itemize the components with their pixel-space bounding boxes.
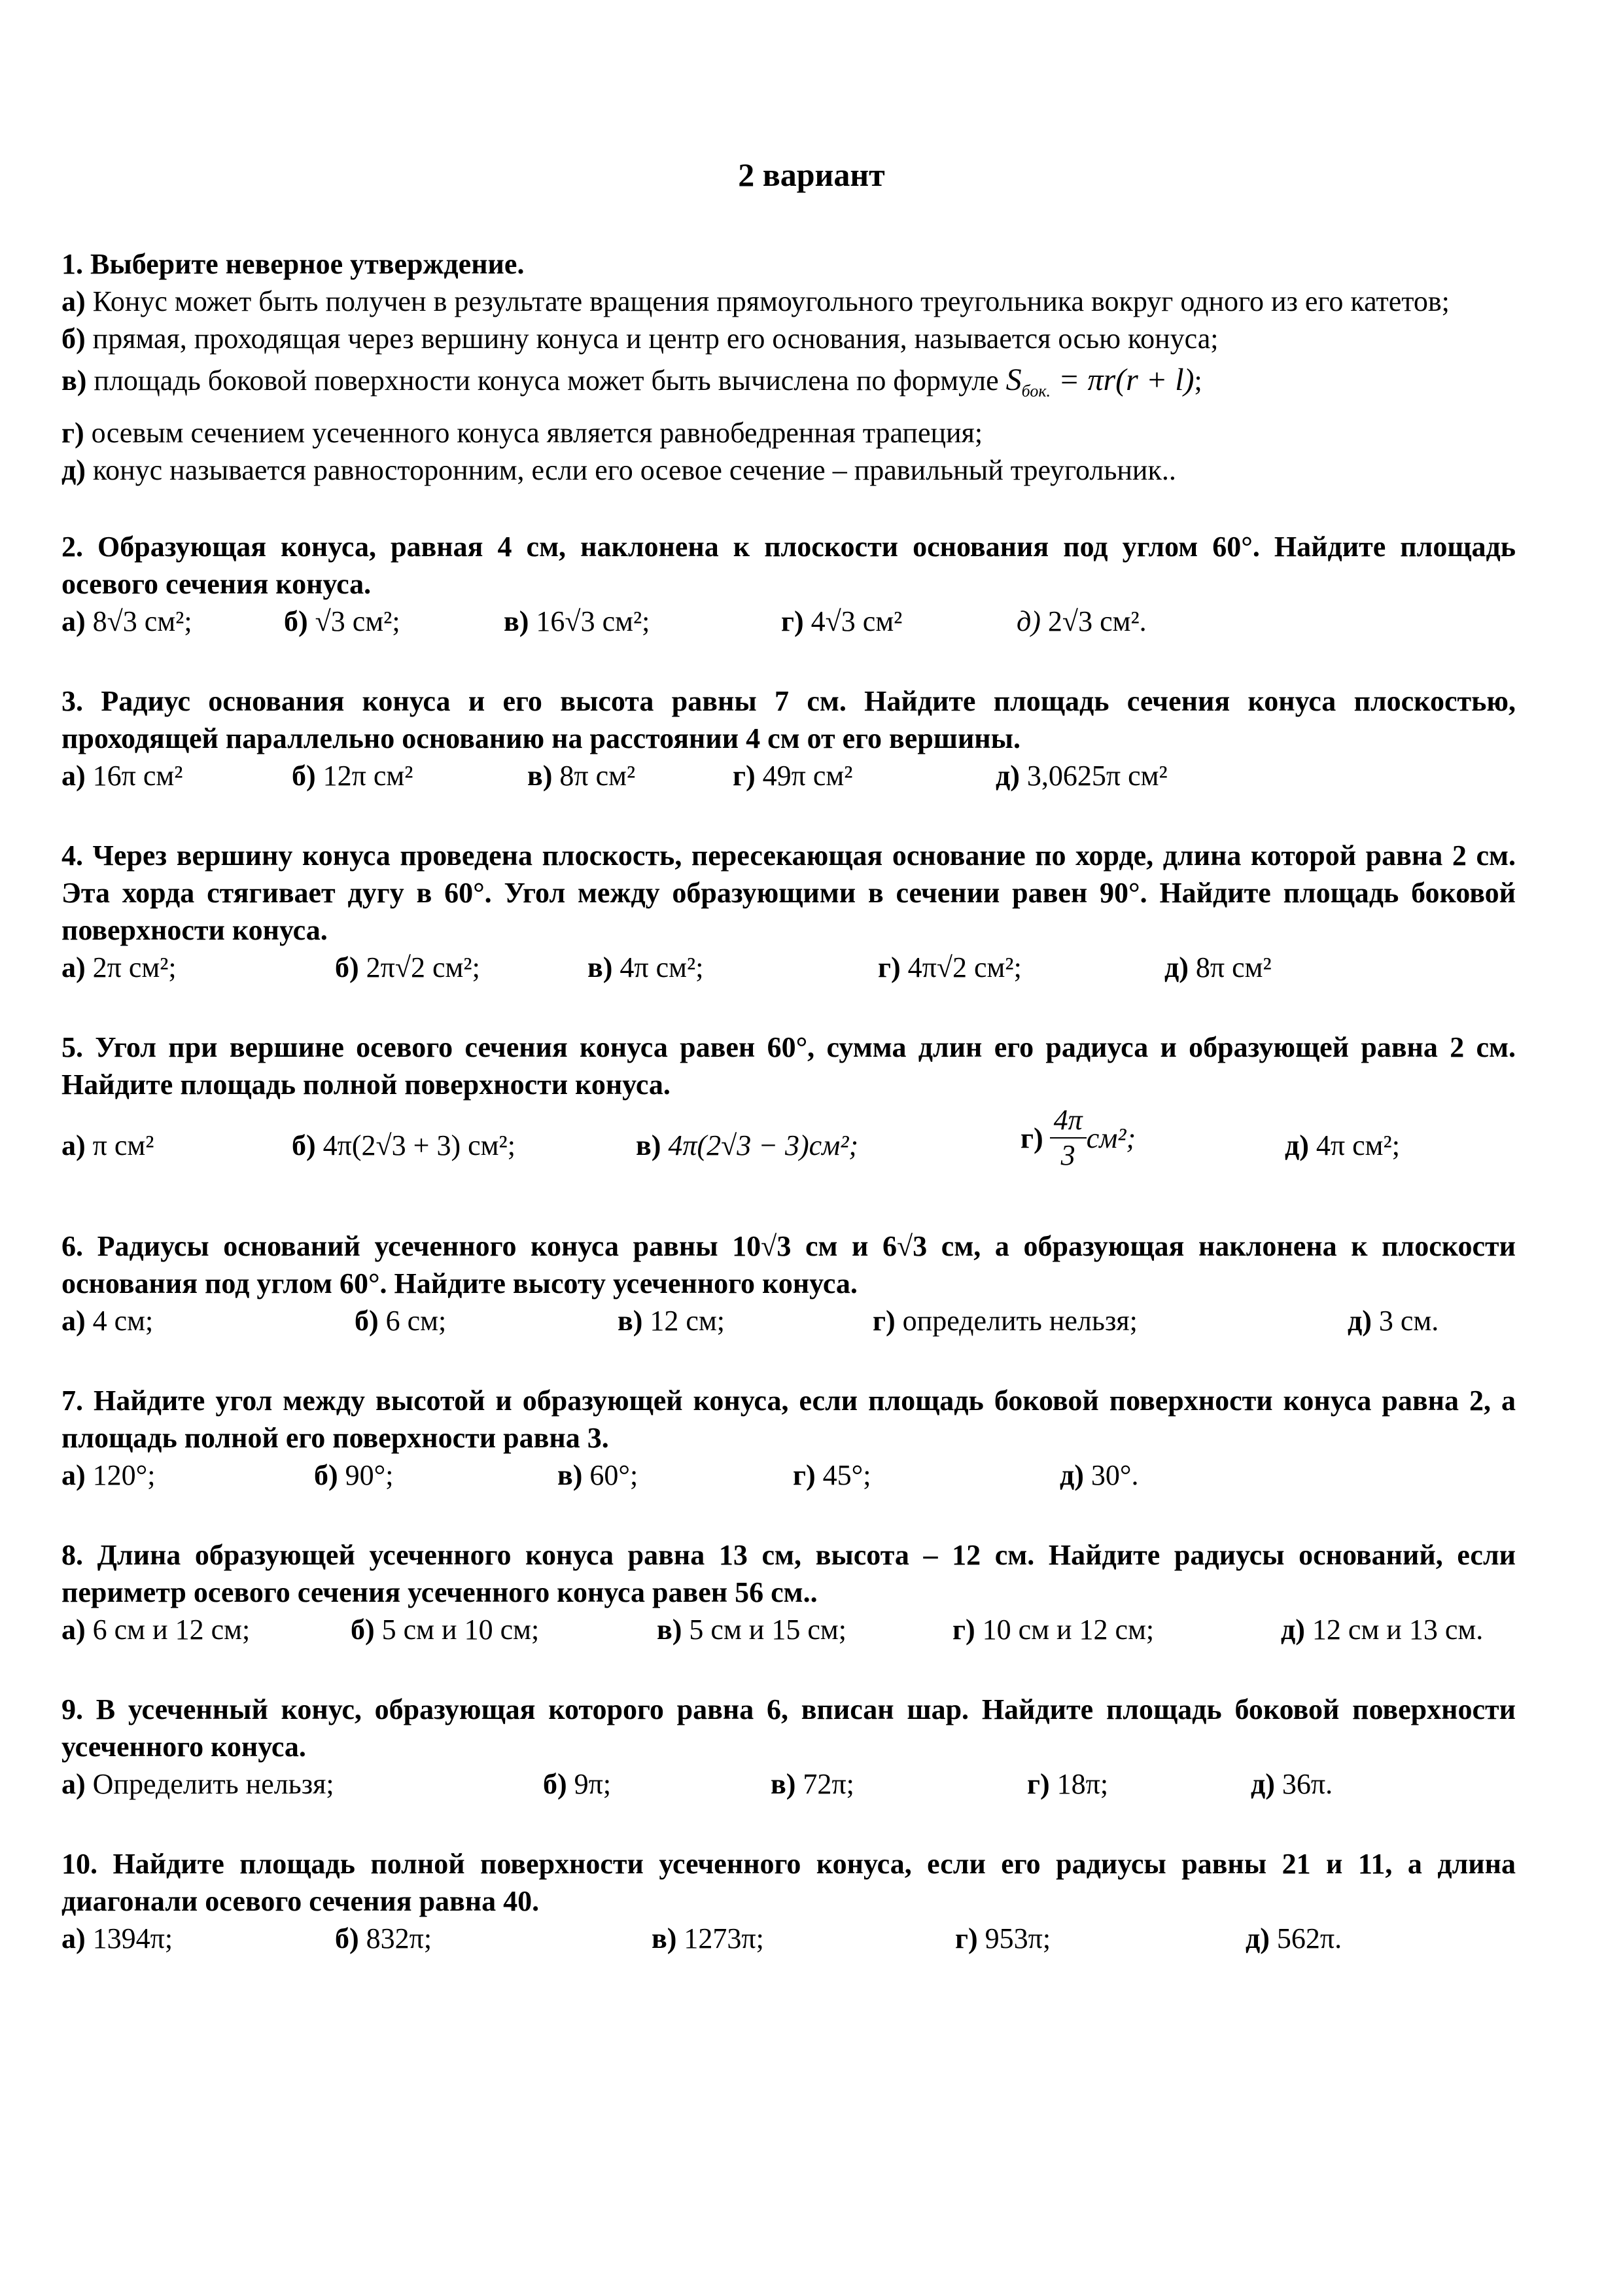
option-value: 3,0625π см²: [1019, 760, 1168, 792]
answer-option-b[interactable]: [335, 949, 480, 986]
answer-option-e[interactable]: [1164, 949, 1272, 986]
answer-option-c[interactable]: [657, 1611, 846, 1648]
answer-row: [61, 1302, 1516, 1343]
option-value: 60°;: [582, 1459, 638, 1491]
question-1: [61, 245, 1516, 489]
answer-option-b[interactable]: [355, 1302, 446, 1339]
statement-a-label: а): [61, 285, 86, 317]
answer-option-a[interactable]: [61, 1302, 153, 1339]
answer-option-d[interactable]: [1027, 1765, 1108, 1803]
answer-option-c[interactable]: [504, 603, 650, 640]
option-label: г): [1021, 1122, 1043, 1154]
option-label: г): [781, 605, 804, 637]
option-value: 2√3 см².: [1040, 605, 1147, 637]
statement-c-text: площадь боковой поверхности конуса может быть вычислена по формуле: [86, 364, 1006, 397]
option-value: 5 см и 10 см;: [374, 1614, 540, 1646]
option-value: 953π;: [977, 1922, 1051, 1954]
lateral-area-formula: [1005, 362, 1195, 400]
question-9: [61, 1691, 1516, 1806]
option-value: π см²: [85, 1129, 154, 1161]
answer-option-b[interactable]: [292, 1127, 515, 1164]
answer-option-d[interactable]: [781, 603, 902, 640]
statement-d-label: г): [61, 417, 84, 449]
answer-option-c[interactable]: [557, 1457, 638, 1494]
formula-s: S: [1005, 362, 1022, 397]
answer-option-e[interactable]: [996, 757, 1168, 794]
option-label: г): [952, 1614, 975, 1646]
option-value: 4π(2√3 + 3) см²;: [315, 1129, 515, 1161]
answer-option-b[interactable]: [543, 1765, 611, 1803]
option-label: а): [61, 1922, 86, 1954]
statement-a: [61, 283, 1516, 320]
option-value: определить нельзя;: [895, 1305, 1138, 1337]
answer-option-d[interactable]: [878, 949, 1022, 986]
option-value: 16π см²: [85, 760, 183, 792]
statement-b-text: прямая, проходящая через вершину конуса и центр его основания, называется осью конуса;: [85, 323, 1219, 355]
option-label: в): [527, 760, 553, 792]
answer-option-d[interactable]: [793, 1457, 871, 1494]
option-value: 8π см²: [552, 760, 636, 792]
answer-option-a[interactable]: [61, 1920, 173, 1957]
option-label: в): [657, 1614, 682, 1646]
answer-option-e[interactable]: [1348, 1302, 1439, 1339]
option-value: 4√3 см²: [803, 605, 903, 637]
question-8-text: 8. Длина образующей усеченного конуса равна 13 см, высота – 12 см. Найдите радиусы оснований, если периметр осевого сечения усеченного конуса равен 56 см..: [61, 1539, 1516, 1608]
option-value: 8√3 см²;: [85, 605, 192, 637]
option-value: 5 см и 15 см;: [682, 1614, 846, 1646]
option-label: в): [618, 1305, 643, 1337]
option-value: 12 см;: [642, 1305, 725, 1337]
option-label: в): [557, 1459, 583, 1491]
option-label: б): [335, 1922, 359, 1954]
option-label: а): [61, 1768, 86, 1800]
formula-end: ;: [1194, 364, 1202, 397]
option-value: 832π;: [358, 1922, 432, 1954]
answer-option-e[interactable]: [1251, 1765, 1333, 1803]
option-label: д): [1017, 605, 1041, 637]
answer-option-d[interactable]: [1021, 1103, 1136, 1173]
question-5: [61, 1029, 1516, 1188]
option-label: б): [543, 1768, 567, 1800]
option-label: г): [873, 1305, 896, 1337]
answer-row: [61, 1103, 1516, 1188]
option-value: 6 см и 12 см;: [85, 1614, 251, 1646]
option-label: б): [292, 1129, 316, 1161]
option-value: 3 см.: [1371, 1305, 1439, 1337]
question-7-text: 7. Найдите угол между высотой и образующей конуса, если площадь боковой поверхности конуса равна 2, а площадь полной его поверхности равна 3.: [61, 1385, 1516, 1454]
option-label: д): [1246, 1922, 1270, 1954]
option-value: 12 см и 13 см.: [1304, 1614, 1484, 1646]
answer-option-b[interactable]: [284, 603, 400, 640]
statement-b: [61, 320, 1516, 357]
statement-e-label: д): [61, 454, 86, 486]
answer-option-d[interactable]: [952, 1611, 1154, 1648]
option-value: 16√3 см²;: [529, 605, 650, 637]
option-value: 4π(2√3 − 3)см²;: [661, 1129, 859, 1161]
option-value: 4π√2 см²;: [900, 951, 1022, 983]
answer-option-e[interactable]: [1281, 1611, 1483, 1648]
page-title: 2 вариант: [738, 156, 885, 193]
option-value: 4π см²;: [612, 951, 704, 983]
answer-option-a[interactable]: [61, 949, 177, 986]
formula-body: = πr(r + l): [1051, 362, 1195, 397]
option-value: 49π см²: [755, 760, 853, 792]
option-label: д): [1060, 1459, 1084, 1491]
option-label: д): [1164, 951, 1189, 983]
option-label: б): [335, 951, 359, 983]
option-label: б): [314, 1459, 338, 1491]
option-value: 72π;: [795, 1768, 854, 1800]
option-label: д): [1285, 1129, 1309, 1161]
option-label: г): [733, 760, 756, 792]
option-value: 9π;: [567, 1768, 612, 1800]
statement-e-text: конус называется равносторонним, если его осевое сечение – правильный треугольник..: [85, 454, 1176, 486]
answer-row: [61, 757, 1516, 798]
question-9-text: 9. В усеченный конус, образующая которого равна 6, вписан шар. Найдите площадь боковой поверхности усеченного конуса.: [61, 1693, 1516, 1763]
option-value: 8π см²: [1188, 951, 1272, 983]
question-7: [61, 1382, 1516, 1497]
answer-option-d[interactable]: [733, 757, 852, 794]
answer-option-b[interactable]: [351, 1611, 539, 1648]
option-label: г): [793, 1459, 816, 1491]
answer-option-c[interactable]: [771, 1765, 854, 1803]
option-value: 30°.: [1083, 1459, 1139, 1491]
question-list: [61, 245, 1516, 2000]
option-label: б): [351, 1614, 375, 1646]
option-label: г): [878, 951, 901, 983]
answer-option-c[interactable]: [652, 1920, 764, 1957]
question-10-text: 10. Найдите площадь полной поверхности усеченного конуса, если его радиусы равны 21 и 11, а длина диагонали осевого сечения равна 40.: [61, 1848, 1516, 1917]
answer-option-e[interactable]: [1017, 603, 1147, 640]
statement-c-label: в): [61, 364, 87, 397]
option-value: 2π см²;: [85, 951, 177, 983]
option-label: а): [61, 1129, 86, 1161]
answer-option-a[interactable]: [61, 1127, 154, 1164]
option-label: а): [61, 760, 86, 792]
option-value: 36π.: [1274, 1768, 1333, 1800]
question-6: [61, 1227, 1516, 1343]
answer-option-d[interactable]: [873, 1302, 1138, 1339]
option-label: б): [284, 605, 308, 637]
option-value: √3 см²;: [307, 605, 400, 637]
option-value: 562π.: [1269, 1922, 1342, 1954]
option-label: в): [636, 1129, 661, 1161]
option-value: Определить нельзя;: [85, 1768, 334, 1800]
answer-option-a[interactable]: [61, 1765, 334, 1803]
answer-option-e[interactable]: [1060, 1457, 1139, 1494]
answer-row: [61, 1457, 1516, 1497]
question-3: [61, 682, 1516, 798]
answer-row: [61, 949, 1516, 989]
option-label: а): [61, 1614, 86, 1646]
formula-subscript: бок.: [1021, 381, 1051, 400]
fraction-numerator: 4π: [1050, 1103, 1087, 1139]
question-2: [61, 528, 1516, 643]
option-value: 1394π;: [85, 1922, 173, 1954]
statement-a-text: Конус может быть получен в результате вращения прямоугольного треугольника вокруг одного из его катетов;: [85, 285, 1450, 317]
question-1-text: 1. Выберите неверное утверждение.: [61, 248, 525, 280]
option-label: г): [955, 1922, 978, 1954]
answer-option-c[interactable]: [636, 1127, 858, 1164]
option-value: 4 см;: [85, 1305, 154, 1337]
option-value: 45°;: [815, 1459, 871, 1491]
answer-option-c[interactable]: [587, 949, 703, 986]
question-6-text: 6. Радиусы оснований усеченного конуса равны 10√3 см и 6√3 см, а образующая наклонена к плоскости основания под углом 60°. Найдите высоту усеченного конуса.: [61, 1230, 1516, 1299]
answer-option-a[interactable]: [61, 603, 192, 640]
statement-c: [61, 357, 1516, 414]
option-label: б): [292, 760, 316, 792]
fraction-denominator: 3: [1060, 1139, 1075, 1171]
answer-option-c[interactable]: [527, 757, 635, 794]
option-value: 2π√2 см²;: [358, 951, 480, 983]
question-10: [61, 1845, 1516, 1960]
answer-option-b[interactable]: [335, 1920, 432, 1957]
answer-option-e[interactable]: [1246, 1920, 1342, 1957]
answer-option-a[interactable]: [61, 757, 183, 794]
question-2-text: 2. Образующая конуса, равная 4 см, наклонена к плоскости основания под углом 60°. Найдите площадь осевого сечения конуса.: [61, 531, 1516, 600]
option-value: 1273π;: [676, 1922, 764, 1954]
statement-d-text: осевым сечением усеченного конуса является равнобедренная трапеция;: [84, 417, 983, 449]
option-label: г): [1027, 1768, 1050, 1800]
option-label: б): [355, 1305, 379, 1337]
answer-row: [61, 1611, 1516, 1651]
option-value: 6 см;: [378, 1305, 447, 1337]
option-value: 12π см²: [315, 760, 413, 792]
option-value: 10 см и 12 см;: [975, 1614, 1155, 1646]
answer-option-c[interactable]: [618, 1302, 725, 1339]
fraction: [1050, 1103, 1087, 1173]
answer-option-b[interactable]: [314, 1457, 393, 1494]
option-value: 4π см²;: [1308, 1129, 1400, 1161]
option-label: д): [1281, 1614, 1305, 1646]
option-value: см²;: [1086, 1122, 1136, 1154]
option-label: а): [61, 605, 86, 637]
answer-option-e[interactable]: [1285, 1127, 1400, 1164]
option-label: в): [652, 1922, 677, 1954]
option-value: 120°;: [85, 1459, 156, 1491]
answer-option-d[interactable]: [955, 1920, 1051, 1957]
statement-d: [61, 414, 1516, 451]
option-label: в): [771, 1768, 796, 1800]
answer-option-b[interactable]: [292, 757, 413, 794]
question-8: [61, 1536, 1516, 1651]
option-value: 90°;: [338, 1459, 394, 1491]
option-label: а): [61, 1459, 86, 1491]
question-4-text: 4. Через вершину конуса проведена плоскость, пересекающая основание по хорде, длина которой равна 2 см. Эта хорда стягивает дугу в 60°. Угол между образующими в сечении равен 90°. Найдите площадь боковой поверхности конуса.: [61, 839, 1516, 946]
option-label: д): [996, 760, 1020, 792]
answer-option-a[interactable]: [61, 1457, 155, 1494]
answer-row: [61, 603, 1516, 643]
option-label: д): [1348, 1305, 1372, 1337]
answer-row: [61, 1920, 1516, 1960]
option-label: д): [1251, 1768, 1275, 1800]
option-value: 18π;: [1049, 1768, 1109, 1800]
statement-b-label: б): [61, 323, 86, 355]
option-label: в): [587, 951, 613, 983]
option-label: в): [504, 605, 529, 637]
answer-option-a[interactable]: [61, 1611, 250, 1648]
statement-e: [61, 451, 1516, 489]
answer-row: [61, 1765, 1516, 1806]
question-3-text: 3. Радиус основания конуса и его высота равны 7 см. Найдите площадь сечения конуса плоскостью, проходящей параллельно основанию на расстоянии 4 см от его вершины.: [61, 685, 1516, 754]
question-4: [61, 837, 1516, 989]
option-label: а): [61, 951, 86, 983]
option-label: а): [61, 1305, 86, 1337]
question-5-text: 5. Угол при вершине осевого сечения конуса равен 60°, сумма длин его радиуса и образующей равна 2 см. Найдите площадь полной поверхности конуса.: [61, 1031, 1516, 1101]
